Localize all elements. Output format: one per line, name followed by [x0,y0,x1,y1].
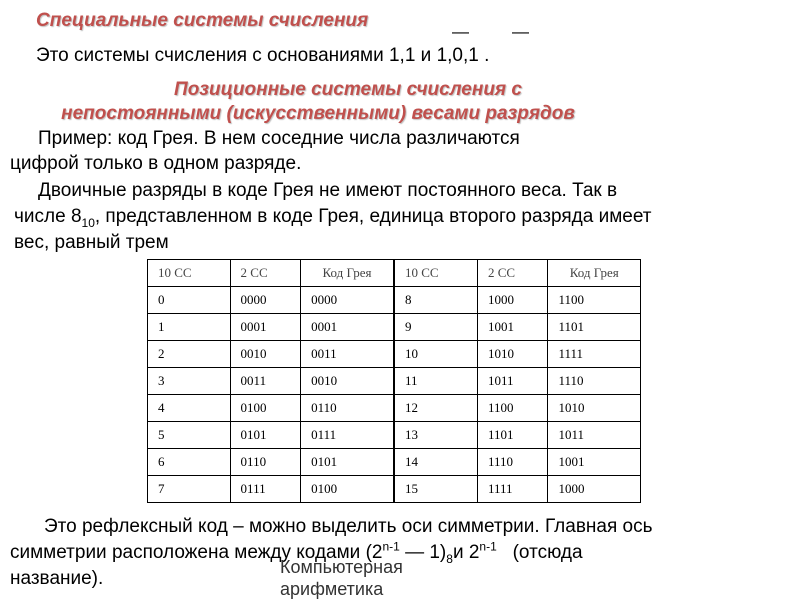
table-header-cell: Код Грея [301,260,394,287]
table-cell: 0 [148,287,231,314]
reflex-line-1: Это рефлексный код – можно выделить оси симметрии. Главная ось [44,516,653,537]
weights-line-2-sub: 10 [81,215,95,230]
table-cell: 0001 [230,314,301,341]
table-cell: 0101 [230,422,301,449]
table-cell: 1001 [477,314,548,341]
subtitle-line-2: непостоянными (искусственными) весами разрядов [61,103,575,124]
table-cell: 0011 [230,368,301,395]
table-header-row [148,260,641,287]
table-cell: 1001 [548,449,641,476]
table-cell: 0000 [301,287,394,314]
table-row [148,476,641,503]
table-cell: 12 [394,395,477,422]
table-cell: 1111 [548,341,641,368]
table-cell: 7 [148,476,231,503]
table-cell: 5 [148,422,231,449]
example-line-1: Пример: код Грея. В нем соседние числа различаются [38,128,520,149]
footer-line-2: арифметика [280,579,384,599]
table-cell: 0101 [301,449,394,476]
table-cell: 1011 [477,368,548,395]
reflex-sup-1: n-1 [382,539,400,554]
table-header-cell: 10 СС [148,260,231,287]
overbar-mark-2: — [512,22,529,41]
table-row [148,314,641,341]
table-cell: 9 [394,314,477,341]
table-header-cell: 2 СС [477,260,548,287]
table-row [148,341,641,368]
table-cell: 0111 [230,476,301,503]
subtitle [58,78,638,126]
reflex-line-3: название). [10,568,104,589]
weights-line-2 [10,204,651,230]
table-cell: 15 [394,476,477,503]
reflex-line-2-d: (отсюда [496,542,583,563]
reflex-line-2-a: симметрии расположена между кодами (2 [10,542,383,563]
table-cell: 1101 [548,314,641,341]
table-cell: 1000 [548,476,641,503]
table-header-cell: 2 СС [230,260,301,287]
example-paragraph [10,126,520,176]
weights-line-2-a: числе 8 [14,206,82,227]
table-cell: 2 [148,341,231,368]
table-row [148,422,641,449]
table-cell: 1000 [477,287,548,314]
table-cell: 1 [148,314,231,341]
table-header-cell: 10 СС [394,260,477,287]
table-cell: 8 [394,287,477,314]
subtitle-line-1: Позиционные системы счисления с [174,79,522,100]
table-cell: 0110 [301,395,394,422]
reflex-sub-8: 8 [446,551,453,566]
table-cell: 0010 [301,368,394,395]
weights-line-2-b: , представленном в коде Грея, единица второго разряда имеет [94,206,652,227]
table-cell: 1110 [477,449,548,476]
table-cell: 3 [148,368,231,395]
table-row [148,287,641,314]
table-cell: 0111 [301,422,394,449]
weights-paragraph [10,178,651,256]
table-cell: 1010 [477,341,548,368]
example-line-2: цифрой только в одном разряде. [10,153,302,174]
reflex-line-2-c: и 2 [452,542,480,563]
table-header-cell: Код Грея [548,260,641,287]
table-cell: 11 [394,368,477,395]
gray-code-table [147,259,641,503]
table-row [148,449,641,476]
table-cell: 6 [148,449,231,476]
slide-title: Специальные системы счисления [36,10,369,31]
table-cell: 4 [148,395,231,422]
table-cell: 1010 [548,395,641,422]
table-cell: 1100 [477,395,548,422]
table-cell: 0010 [230,341,301,368]
table-cell: 1110 [548,368,641,395]
table-cell: 0110 [230,449,301,476]
table-cell: 0100 [230,395,301,422]
reflex-line-2-b: — 1) [399,542,447,563]
intro-text: Это системы счисления с основаниями 1,1 и 1,0,1 . [36,45,490,66]
table-row [148,368,641,395]
weights-line-1: Двоичные разряды в коде Грея не имеют постоянного веса. Так в [38,180,618,201]
overbar-mark-1: — [452,22,469,41]
table-cell: 1111 [477,476,548,503]
table-cell: 0011 [301,341,394,368]
table-cell: 0001 [301,314,394,341]
table-cell: 13 [394,422,477,449]
table-cell: 14 [394,449,477,476]
table-cell: 1100 [548,287,641,314]
table-cell: 0000 [230,287,301,314]
reflex-sup-2: n-1 [479,539,497,554]
weights-line-3: вес, равный трем [14,232,169,253]
footer-line-1: Компьютерная [280,557,403,577]
table-cell: 1101 [477,422,548,449]
footer-label [280,556,403,600]
table-cell: 0100 [301,476,394,503]
table-cell: 10 [394,341,477,368]
table-row [148,395,641,422]
table-cell: 1011 [548,422,641,449]
